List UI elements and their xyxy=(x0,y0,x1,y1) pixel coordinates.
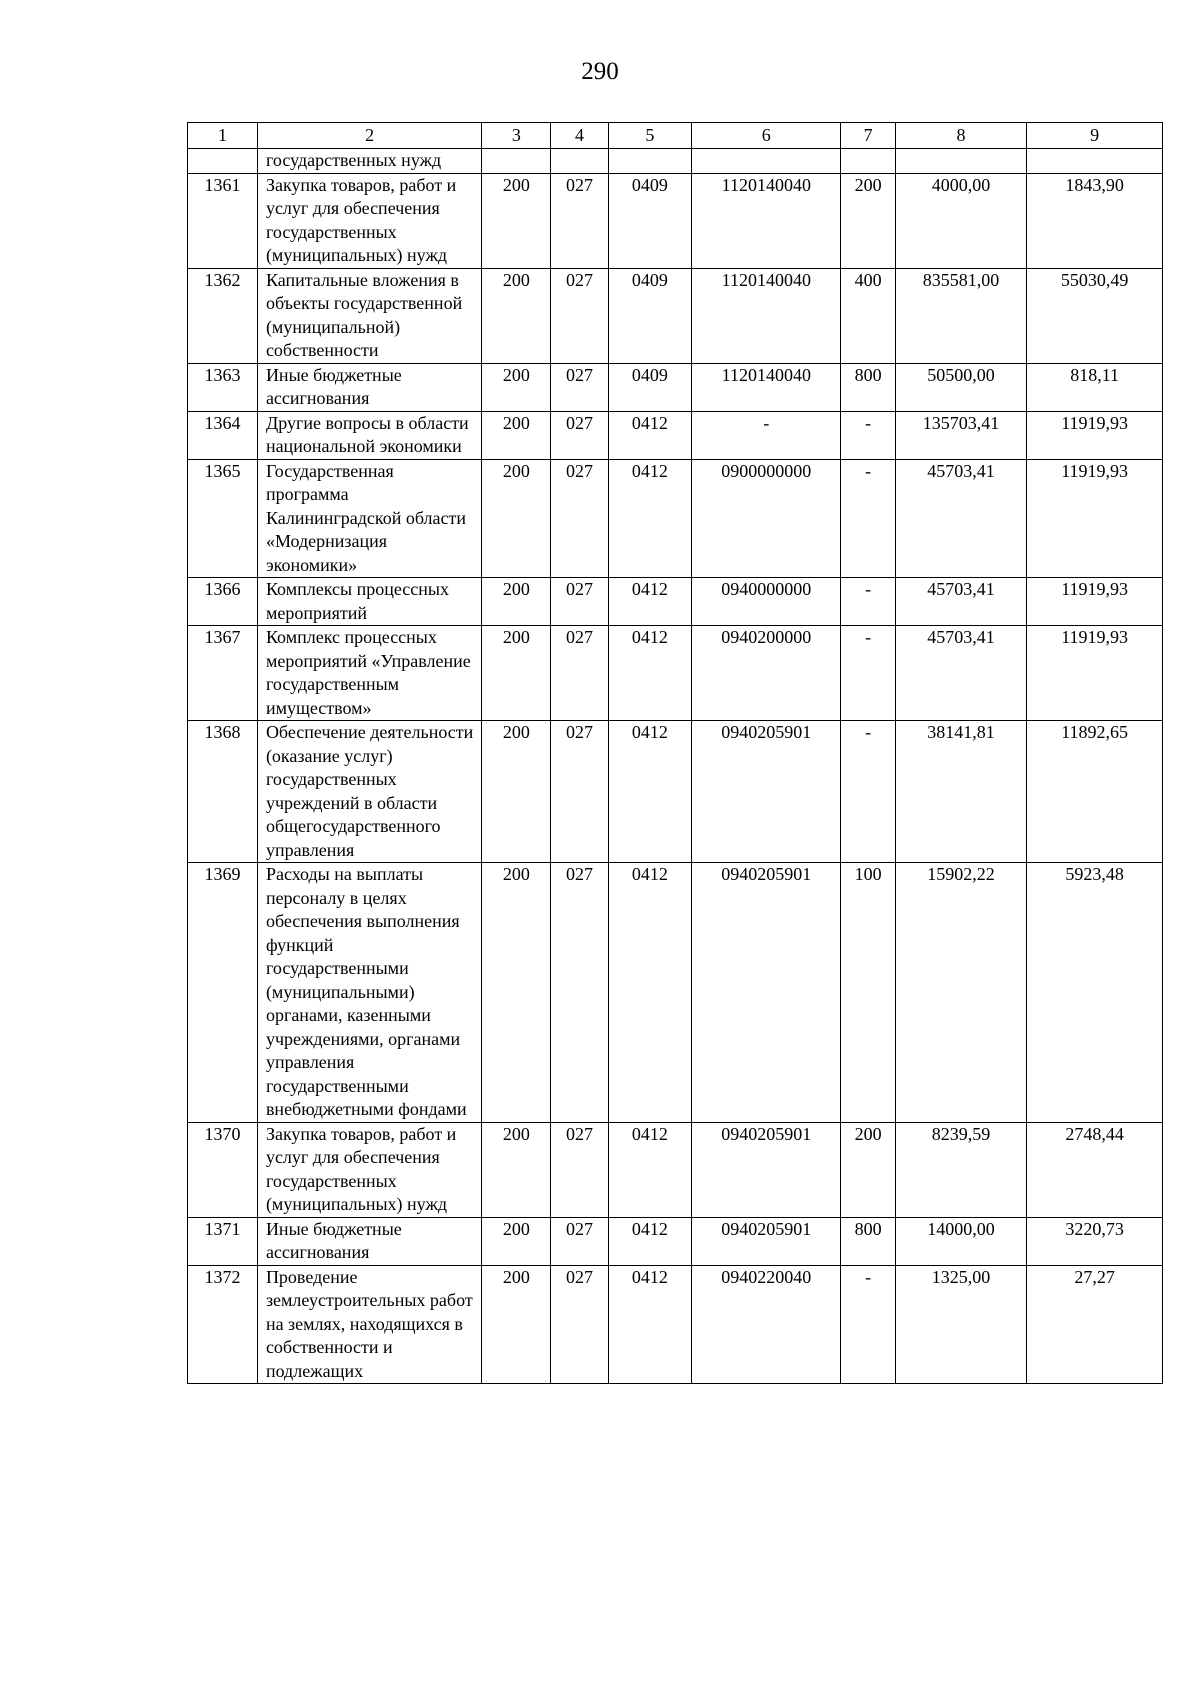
continuation-row xyxy=(188,149,1163,174)
row-col6: 0940205901 xyxy=(692,1217,841,1265)
continuation-text: государственных нужд xyxy=(257,149,481,174)
row-col4: 027 xyxy=(551,411,608,459)
row-col5: 0409 xyxy=(608,363,692,411)
row-col7: 800 xyxy=(841,1217,895,1265)
row-col5: 0412 xyxy=(608,626,692,721)
row-col3: 200 xyxy=(482,578,551,626)
row-col6: 1120140040 xyxy=(692,363,841,411)
row-name: Иные бюджетные ассигнования xyxy=(257,363,481,411)
row-number: 1366 xyxy=(188,578,258,626)
row-col4: 027 xyxy=(551,1122,608,1217)
row-col3: 200 xyxy=(482,721,551,863)
table-row xyxy=(188,363,1163,411)
col-header-9: 9 xyxy=(1027,123,1163,149)
row-number: 1363 xyxy=(188,363,258,411)
row-col4: 027 xyxy=(551,1265,608,1384)
row-col8: 4000,00 xyxy=(895,173,1027,268)
row-col5: 0412 xyxy=(608,721,692,863)
row-col5: 0409 xyxy=(608,173,692,268)
row-col4: 027 xyxy=(551,863,608,1123)
row-col7: 100 xyxy=(841,863,895,1123)
row-name: Комплекс процессных мероприятий «Управление государственным имуществом» xyxy=(257,626,481,721)
table-body xyxy=(188,149,1163,1384)
row-col7: - xyxy=(841,411,895,459)
row-col6: 0940000000 xyxy=(692,578,841,626)
table-row xyxy=(188,863,1163,1123)
cell-empty xyxy=(895,149,1027,174)
row-name: Проведение землеустроительных работ на землях, находящихся в собственности и подлежащих xyxy=(257,1265,481,1384)
budget-table xyxy=(187,122,1163,1384)
row-col9: 818,11 xyxy=(1027,363,1163,411)
row-col3: 200 xyxy=(482,1122,551,1217)
row-col8: 45703,41 xyxy=(895,578,1027,626)
cell-empty xyxy=(188,149,258,174)
row-col4: 027 xyxy=(551,459,608,578)
table-row xyxy=(188,626,1163,721)
row-number: 1369 xyxy=(188,863,258,1123)
table-row xyxy=(188,1122,1163,1217)
row-name: Иные бюджетные ассигнования xyxy=(257,1217,481,1265)
col-header-4: 4 xyxy=(551,123,608,149)
row-col7: - xyxy=(841,459,895,578)
row-col6: 0940205901 xyxy=(692,863,841,1123)
row-number: 1367 xyxy=(188,626,258,721)
row-col9: 11919,93 xyxy=(1027,578,1163,626)
row-col3: 200 xyxy=(482,363,551,411)
row-col5: 0412 xyxy=(608,1265,692,1384)
row-col4: 027 xyxy=(551,363,608,411)
row-col9: 5923,48 xyxy=(1027,863,1163,1123)
row-col3: 200 xyxy=(482,411,551,459)
row-name: Закупка товаров, работ и услуг для обеспечения государственных (муниципальных) нужд xyxy=(257,1122,481,1217)
row-col5: 0412 xyxy=(608,863,692,1123)
row-col9: 1843,90 xyxy=(1027,173,1163,268)
page-number: 290 xyxy=(581,58,619,85)
row-number: 1364 xyxy=(188,411,258,459)
row-col9: 3220,73 xyxy=(1027,1217,1163,1265)
row-col6: 0940205901 xyxy=(692,721,841,863)
row-col7: 200 xyxy=(841,1122,895,1217)
row-col6: 1120140040 xyxy=(692,268,841,363)
row-number: 1365 xyxy=(188,459,258,578)
row-col9: 11919,93 xyxy=(1027,626,1163,721)
row-col8: 8239,59 xyxy=(895,1122,1027,1217)
row-col8: 15902,22 xyxy=(895,863,1027,1123)
row-col8: 14000,00 xyxy=(895,1217,1027,1265)
row-col3: 200 xyxy=(482,1217,551,1265)
row-number: 1372 xyxy=(188,1265,258,1384)
row-col5: 0412 xyxy=(608,578,692,626)
row-col5: 0412 xyxy=(608,1217,692,1265)
row-col9: 11919,93 xyxy=(1027,459,1163,578)
cell-empty xyxy=(551,149,608,174)
col-header-7: 7 xyxy=(841,123,895,149)
table-header-row xyxy=(188,123,1163,149)
cell-empty xyxy=(482,149,551,174)
row-col3: 200 xyxy=(482,268,551,363)
row-col9: 27,27 xyxy=(1027,1265,1163,1384)
row-number: 1370 xyxy=(188,1122,258,1217)
row-col6: - xyxy=(692,411,841,459)
row-col6: 0940200000 xyxy=(692,626,841,721)
row-col5: 0409 xyxy=(608,268,692,363)
cell-empty xyxy=(841,149,895,174)
row-col4: 027 xyxy=(551,173,608,268)
row-col8: 135703,41 xyxy=(895,411,1027,459)
cell-empty xyxy=(692,149,841,174)
row-col7: 200 xyxy=(841,173,895,268)
row-col8: 38141,81 xyxy=(895,721,1027,863)
row-col3: 200 xyxy=(482,863,551,1123)
row-col6: 0940205901 xyxy=(692,1122,841,1217)
row-col9: 11892,65 xyxy=(1027,721,1163,863)
row-col6: 0900000000 xyxy=(692,459,841,578)
table-row xyxy=(188,268,1163,363)
table-row xyxy=(188,411,1163,459)
row-col3: 200 xyxy=(482,459,551,578)
table-row xyxy=(188,459,1163,578)
row-col3: 200 xyxy=(482,626,551,721)
row-name: Расходы на выплаты персоналу в целях обеспечения выполнения функций государственными (муниципальными) органами, казенными учреждениями, органами управления государственными внебюджетными фондами xyxy=(257,863,481,1123)
row-col8: 45703,41 xyxy=(895,459,1027,578)
row-col5: 0412 xyxy=(608,1122,692,1217)
row-number: 1368 xyxy=(188,721,258,863)
row-number: 1361 xyxy=(188,173,258,268)
row-col7: 800 xyxy=(841,363,895,411)
row-col7: 400 xyxy=(841,268,895,363)
row-col5: 0412 xyxy=(608,411,692,459)
col-header-6: 6 xyxy=(692,123,841,149)
row-col9: 55030,49 xyxy=(1027,268,1163,363)
row-name: Государственная программа Калининградской области «Модернизация экономики» xyxy=(257,459,481,578)
row-col4: 027 xyxy=(551,578,608,626)
row-name: Капитальные вложения в объекты государственной (муниципальной) собственности xyxy=(257,268,481,363)
row-col3: 200 xyxy=(482,1265,551,1384)
row-col4: 027 xyxy=(551,268,608,363)
col-header-5: 5 xyxy=(608,123,692,149)
row-col7: - xyxy=(841,1265,895,1384)
row-col4: 027 xyxy=(551,626,608,721)
row-name: Закупка товаров, работ и услуг для обеспечения государственных (муниципальных) нужд xyxy=(257,173,481,268)
row-col6: 0940220040 xyxy=(692,1265,841,1384)
row-col9: 2748,44 xyxy=(1027,1122,1163,1217)
cell-empty xyxy=(608,149,692,174)
row-col8: 835581,00 xyxy=(895,268,1027,363)
table-row xyxy=(188,1265,1163,1384)
row-col9: 11919,93 xyxy=(1027,411,1163,459)
row-number: 1371 xyxy=(188,1217,258,1265)
row-name: Обеспечение деятельности (оказание услуг) государственных учреждений в области общегосударственного управления xyxy=(257,721,481,863)
table-row xyxy=(188,578,1163,626)
col-header-3: 3 xyxy=(482,123,551,149)
row-col3: 200 xyxy=(482,173,551,268)
row-col4: 027 xyxy=(551,721,608,863)
row-name: Другие вопросы в области национальной экономики xyxy=(257,411,481,459)
row-col8: 1325,00 xyxy=(895,1265,1027,1384)
table-row xyxy=(188,173,1163,268)
row-col7: - xyxy=(841,626,895,721)
row-col7: - xyxy=(841,578,895,626)
table-row xyxy=(188,1217,1163,1265)
row-col5: 0412 xyxy=(608,459,692,578)
table-row xyxy=(188,721,1163,863)
row-col7: - xyxy=(841,721,895,863)
cell-empty xyxy=(1027,149,1163,174)
row-name: Комплексы процессных мероприятий xyxy=(257,578,481,626)
col-header-1: 1 xyxy=(188,123,258,149)
row-col6: 1120140040 xyxy=(692,173,841,268)
row-col8: 50500,00 xyxy=(895,363,1027,411)
col-header-8: 8 xyxy=(895,123,1027,149)
row-col4: 027 xyxy=(551,1217,608,1265)
col-header-2: 2 xyxy=(257,123,481,149)
row-col8: 45703,41 xyxy=(895,626,1027,721)
row-number: 1362 xyxy=(188,268,258,363)
